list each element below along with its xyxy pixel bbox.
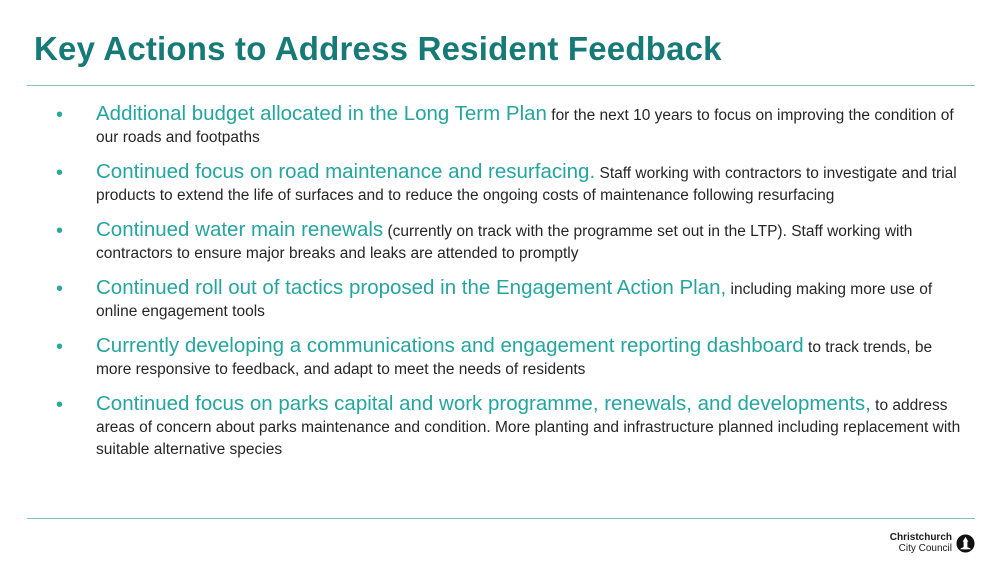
title-divider xyxy=(27,85,975,86)
bullet-item-6 xyxy=(56,393,961,461)
bullet-headline: Additional budget allocated in the Long Term Plan xyxy=(96,102,547,125)
council-logo xyxy=(890,532,975,554)
bullet-headline: Continued focus on parks capital and work programme, renewals, and developments, xyxy=(96,392,871,415)
council-cathedral-icon xyxy=(956,534,975,553)
bullet-detail: to address areas of concern about parks maintenance and condition. More planting and infrastructure planned including replacement with suitable alternative species xyxy=(96,397,961,458)
bullet-headline: Currently developing a communications and engagement reporting dashboard xyxy=(96,334,804,357)
bullet-headline: Continued water main renewals xyxy=(96,218,384,241)
bullet-item-2 xyxy=(56,161,961,207)
bullet-dot-icon: • xyxy=(56,162,64,184)
bullet-dot-icon: • xyxy=(56,104,64,126)
bullet-item-5 xyxy=(56,335,961,381)
bullet-dot-icon: • xyxy=(56,394,64,416)
bullet-detail: to track trends, be more responsive to feedback, and adapt to meet the needs of residents xyxy=(96,339,933,378)
slide-title: Key Actions to Address Resident Feedback xyxy=(34,30,722,67)
bullet-dot-icon: • xyxy=(56,278,64,300)
bullet-headline: Continued focus on road maintenance and resurfacing. xyxy=(96,160,596,183)
logo-line-1: Christchurch xyxy=(889,532,952,543)
bullet-list xyxy=(56,103,961,473)
logo-text xyxy=(890,532,952,554)
bullet-item-1 xyxy=(56,103,961,149)
bullet-detail: for the next 10 years to focus on improving the condition of our roads and footpaths xyxy=(96,107,954,146)
footer-divider xyxy=(27,518,975,519)
bullet-item-3 xyxy=(56,219,961,265)
logo-line-2: City Council xyxy=(898,543,952,554)
bullet-headline: Continued roll out of tactics proposed in the Engagement Action Plan, xyxy=(96,276,727,299)
bullet-detail: Staff working with contractors to investigate and trial products to extend the life of surfaces and to reduce the ongoing costs of maintenance following resurfacing xyxy=(96,165,957,204)
bullet-dot-icon: • xyxy=(56,220,64,242)
bullet-detail: (currently on track with the programme set out in the LTP). Staff working with contractors to ensure major breaks and leaks are attended to promptly xyxy=(96,223,913,262)
bullet-item-4 xyxy=(56,277,961,323)
bullet-dot-icon: • xyxy=(56,336,64,358)
bullet-detail: including making more use of online engagement tools xyxy=(96,281,933,320)
